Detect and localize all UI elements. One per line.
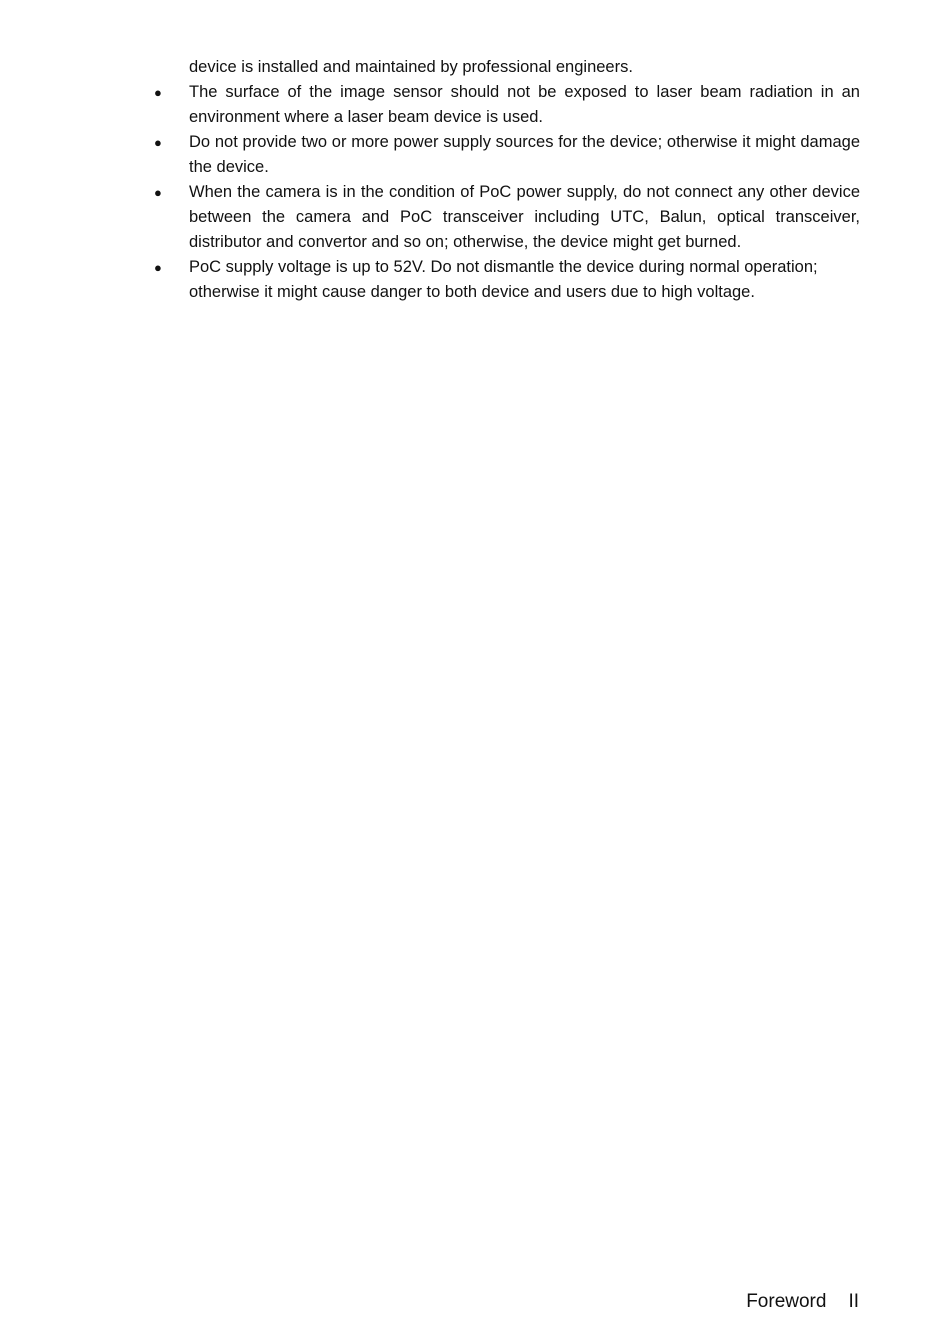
continuation-text: device is installed and maintained by professional engineers. (189, 58, 633, 76)
list-item (154, 130, 860, 180)
bullet-text: The surface of the image sensor should not be exposed to laser beam radiation in an environment where a laser beam device is used. (189, 83, 860, 126)
list-item (154, 255, 860, 305)
page-footer (746, 1290, 859, 1314)
bullet-text: When the camera is in the condition of PoC power supply, do not connect any other device between the camera and PoC transceiver including UTC, Balun, optical transceiver, distributor and convertor and so on; otherwise, the device might get burned. (189, 183, 860, 251)
list-item (154, 80, 860, 130)
bullet-text: Do not provide two or more power supply sources for the device; otherwise it might damage the device. (189, 133, 860, 176)
bullet-icon: ● (154, 260, 162, 275)
footer-section-title: Foreword (746, 1291, 827, 1312)
list-item (154, 180, 860, 255)
bullet-text: PoC supply voltage is up to 52V. Do not dismantle the device during normal operation; otherwise it might cause danger to both device and users due to high voltage. (189, 258, 818, 301)
bullet-icon: ● (154, 135, 162, 150)
bullet-icon: ● (154, 185, 162, 200)
page-number: II (848, 1291, 859, 1312)
bullet-icon: ● (154, 85, 162, 100)
safety-bullet-list (154, 80, 860, 305)
page-content (154, 55, 860, 305)
